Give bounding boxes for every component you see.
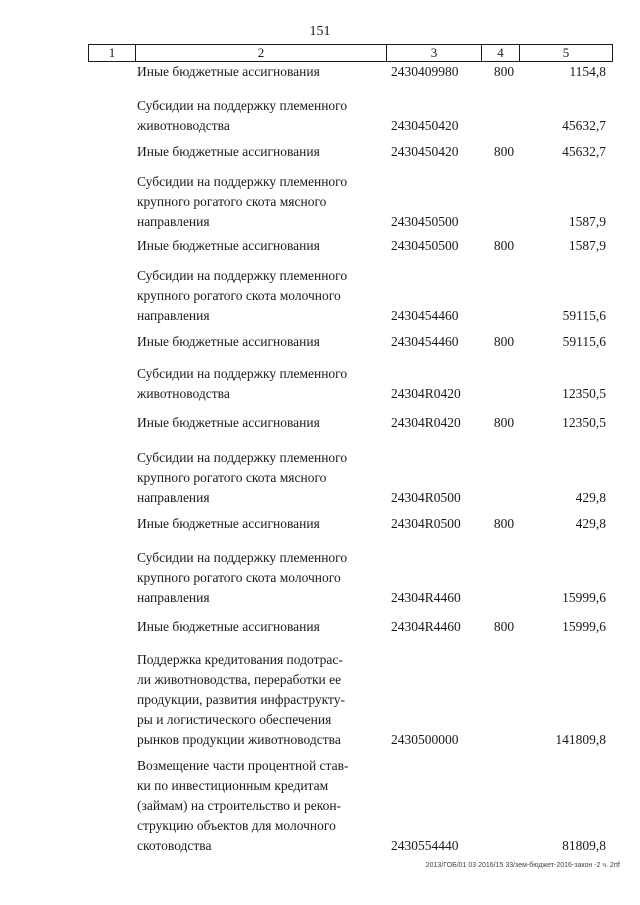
row-amount: 12350,5 — [562, 415, 606, 430]
row-name — [137, 514, 377, 534]
header-col-1: 1 — [89, 45, 136, 61]
row-name-line: Иные бюджетные ассигнования — [137, 144, 320, 159]
row-name — [137, 332, 377, 352]
row-name-line: крупного рогатого скота мясного — [137, 470, 327, 485]
row-amount: 1587,9 — [568, 214, 606, 229]
row-name-line: направления — [137, 590, 210, 605]
row-expense-type: 800 — [493, 415, 515, 430]
row-amount: 45632,7 — [562, 118, 606, 133]
header-col-2: 2 — [136, 45, 387, 61]
row-name — [137, 96, 377, 136]
row-expense-type: 800 — [493, 516, 515, 531]
row-amount: 1587,9 — [568, 238, 606, 253]
row-name-line: направления — [137, 308, 210, 323]
row-amount: 429,8 — [575, 490, 606, 505]
footer-file-path: 2013/ГОБ/01 03 2016/15 33/зем-бюджет-2016-закон -2 ч. 2rtf — [425, 862, 620, 869]
row-name-line: Субсидии на поддержку племенного — [137, 98, 348, 113]
row-code: 24304R4460 — [391, 590, 461, 605]
table-header-row — [88, 44, 613, 62]
row-name-line: Иные бюджетные ассигнования — [137, 415, 320, 430]
row-amount: 45632,7 — [562, 144, 606, 159]
row-name-line: скотоводства — [137, 838, 212, 853]
row-name-line: крупного рогатого скота молочного — [137, 288, 341, 303]
row-code: 24304R0420 — [391, 386, 461, 401]
row-name — [137, 650, 377, 750]
row-name — [137, 364, 377, 404]
row-name-line: Иные бюджетные ассигнования — [137, 238, 320, 253]
row-code: 2430450500 — [391, 214, 459, 229]
row-code: 24304R0500 — [391, 516, 461, 531]
row-expense-type: 800 — [493, 64, 515, 79]
row-name — [137, 756, 377, 856]
row-name — [137, 62, 377, 82]
row-expense-type: 800 — [493, 334, 515, 349]
row-name — [137, 236, 377, 256]
row-amount: 429,8 — [575, 516, 606, 531]
row-expense-type: 800 — [493, 144, 515, 159]
row-amount: 81809,8 — [562, 838, 606, 853]
row-code: 24304R0420 — [391, 415, 461, 430]
row-amount: 15999,6 — [562, 590, 606, 605]
row-name-line: Субсидии на поддержку племенного — [137, 174, 348, 189]
row-name-line: Иные бюджетные ассигнования — [137, 516, 320, 531]
row-name-line: животноводства — [137, 386, 230, 401]
row-code: 24304R4460 — [391, 619, 461, 634]
row-name-line: ры и логистического обеспечения — [137, 712, 332, 727]
row-name — [137, 617, 377, 637]
row-code: 2430450500 — [391, 238, 459, 253]
row-code: 2430409980 — [391, 64, 459, 79]
row-name-line: Субсидии на поддержку племенного — [137, 450, 348, 465]
row-name-line: ки по инвестиционным кредитам — [137, 778, 329, 793]
row-expense-type: 800 — [493, 238, 515, 253]
row-amount: 15999,6 — [562, 619, 606, 634]
row-code: 2430500000 — [391, 732, 459, 747]
row-name-line: Субсидии на поддержку племенного — [137, 366, 348, 381]
row-name-line: Субсидии на поддержку племенного — [137, 268, 348, 283]
row-name-line: крупного рогатого скота мясного — [137, 194, 327, 209]
row-amount: 1154,8 — [569, 64, 606, 79]
row-name-line: (займам) на строительство и рекон- — [137, 798, 342, 813]
row-amount: 59115,6 — [562, 334, 606, 349]
row-name-line: Субсидии на поддержку племенного — [137, 550, 348, 565]
row-name-line: направления — [137, 214, 210, 229]
row-name-line: направления — [137, 490, 210, 505]
page-number: 151 — [309, 24, 331, 39]
row-name — [137, 548, 377, 608]
row-code: 2430450420 — [391, 144, 459, 159]
row-name-line: продукции, развития инфраструкту- — [137, 692, 345, 707]
row-name-line: Иные бюджетные ассигнования — [137, 619, 320, 634]
row-code: 2430454460 — [391, 308, 459, 323]
row-name — [137, 172, 377, 232]
row-code: 2430454460 — [391, 334, 459, 349]
row-name-line: Иные бюджетные ассигнования — [137, 334, 320, 349]
row-code: 2430450420 — [391, 118, 459, 133]
row-name-line: животноводства — [137, 118, 230, 133]
header-col-3: 3 — [387, 45, 482, 61]
row-name — [137, 142, 377, 162]
row-amount: 59115,6 — [562, 308, 606, 323]
row-expense-type: 800 — [493, 619, 515, 634]
row-name-line: Поддержка кредитования подотрас- — [137, 652, 343, 667]
row-name — [137, 413, 377, 433]
row-name-line: крупного рогатого скота молочного — [137, 570, 341, 585]
row-name-line: Возмещение части процентной став- — [137, 758, 349, 773]
row-code: 2430554440 — [391, 838, 459, 853]
row-amount: 141809,8 — [555, 732, 606, 747]
row-name-line: рынков продукции животноводства — [137, 732, 341, 747]
row-name-line: ли животноводства, переработки ее — [137, 672, 342, 687]
row-name — [137, 448, 377, 508]
row-name-line: Иные бюджетные ассигнования — [137, 64, 320, 79]
header-col-5: 5 — [562, 45, 570, 60]
header-col-4: 4 — [482, 45, 520, 61]
row-code: 24304R0500 — [391, 490, 461, 505]
row-amount: 12350,5 — [562, 386, 606, 401]
row-name — [137, 266, 377, 326]
row-name-line: струкцию объектов для молочного — [137, 818, 336, 833]
